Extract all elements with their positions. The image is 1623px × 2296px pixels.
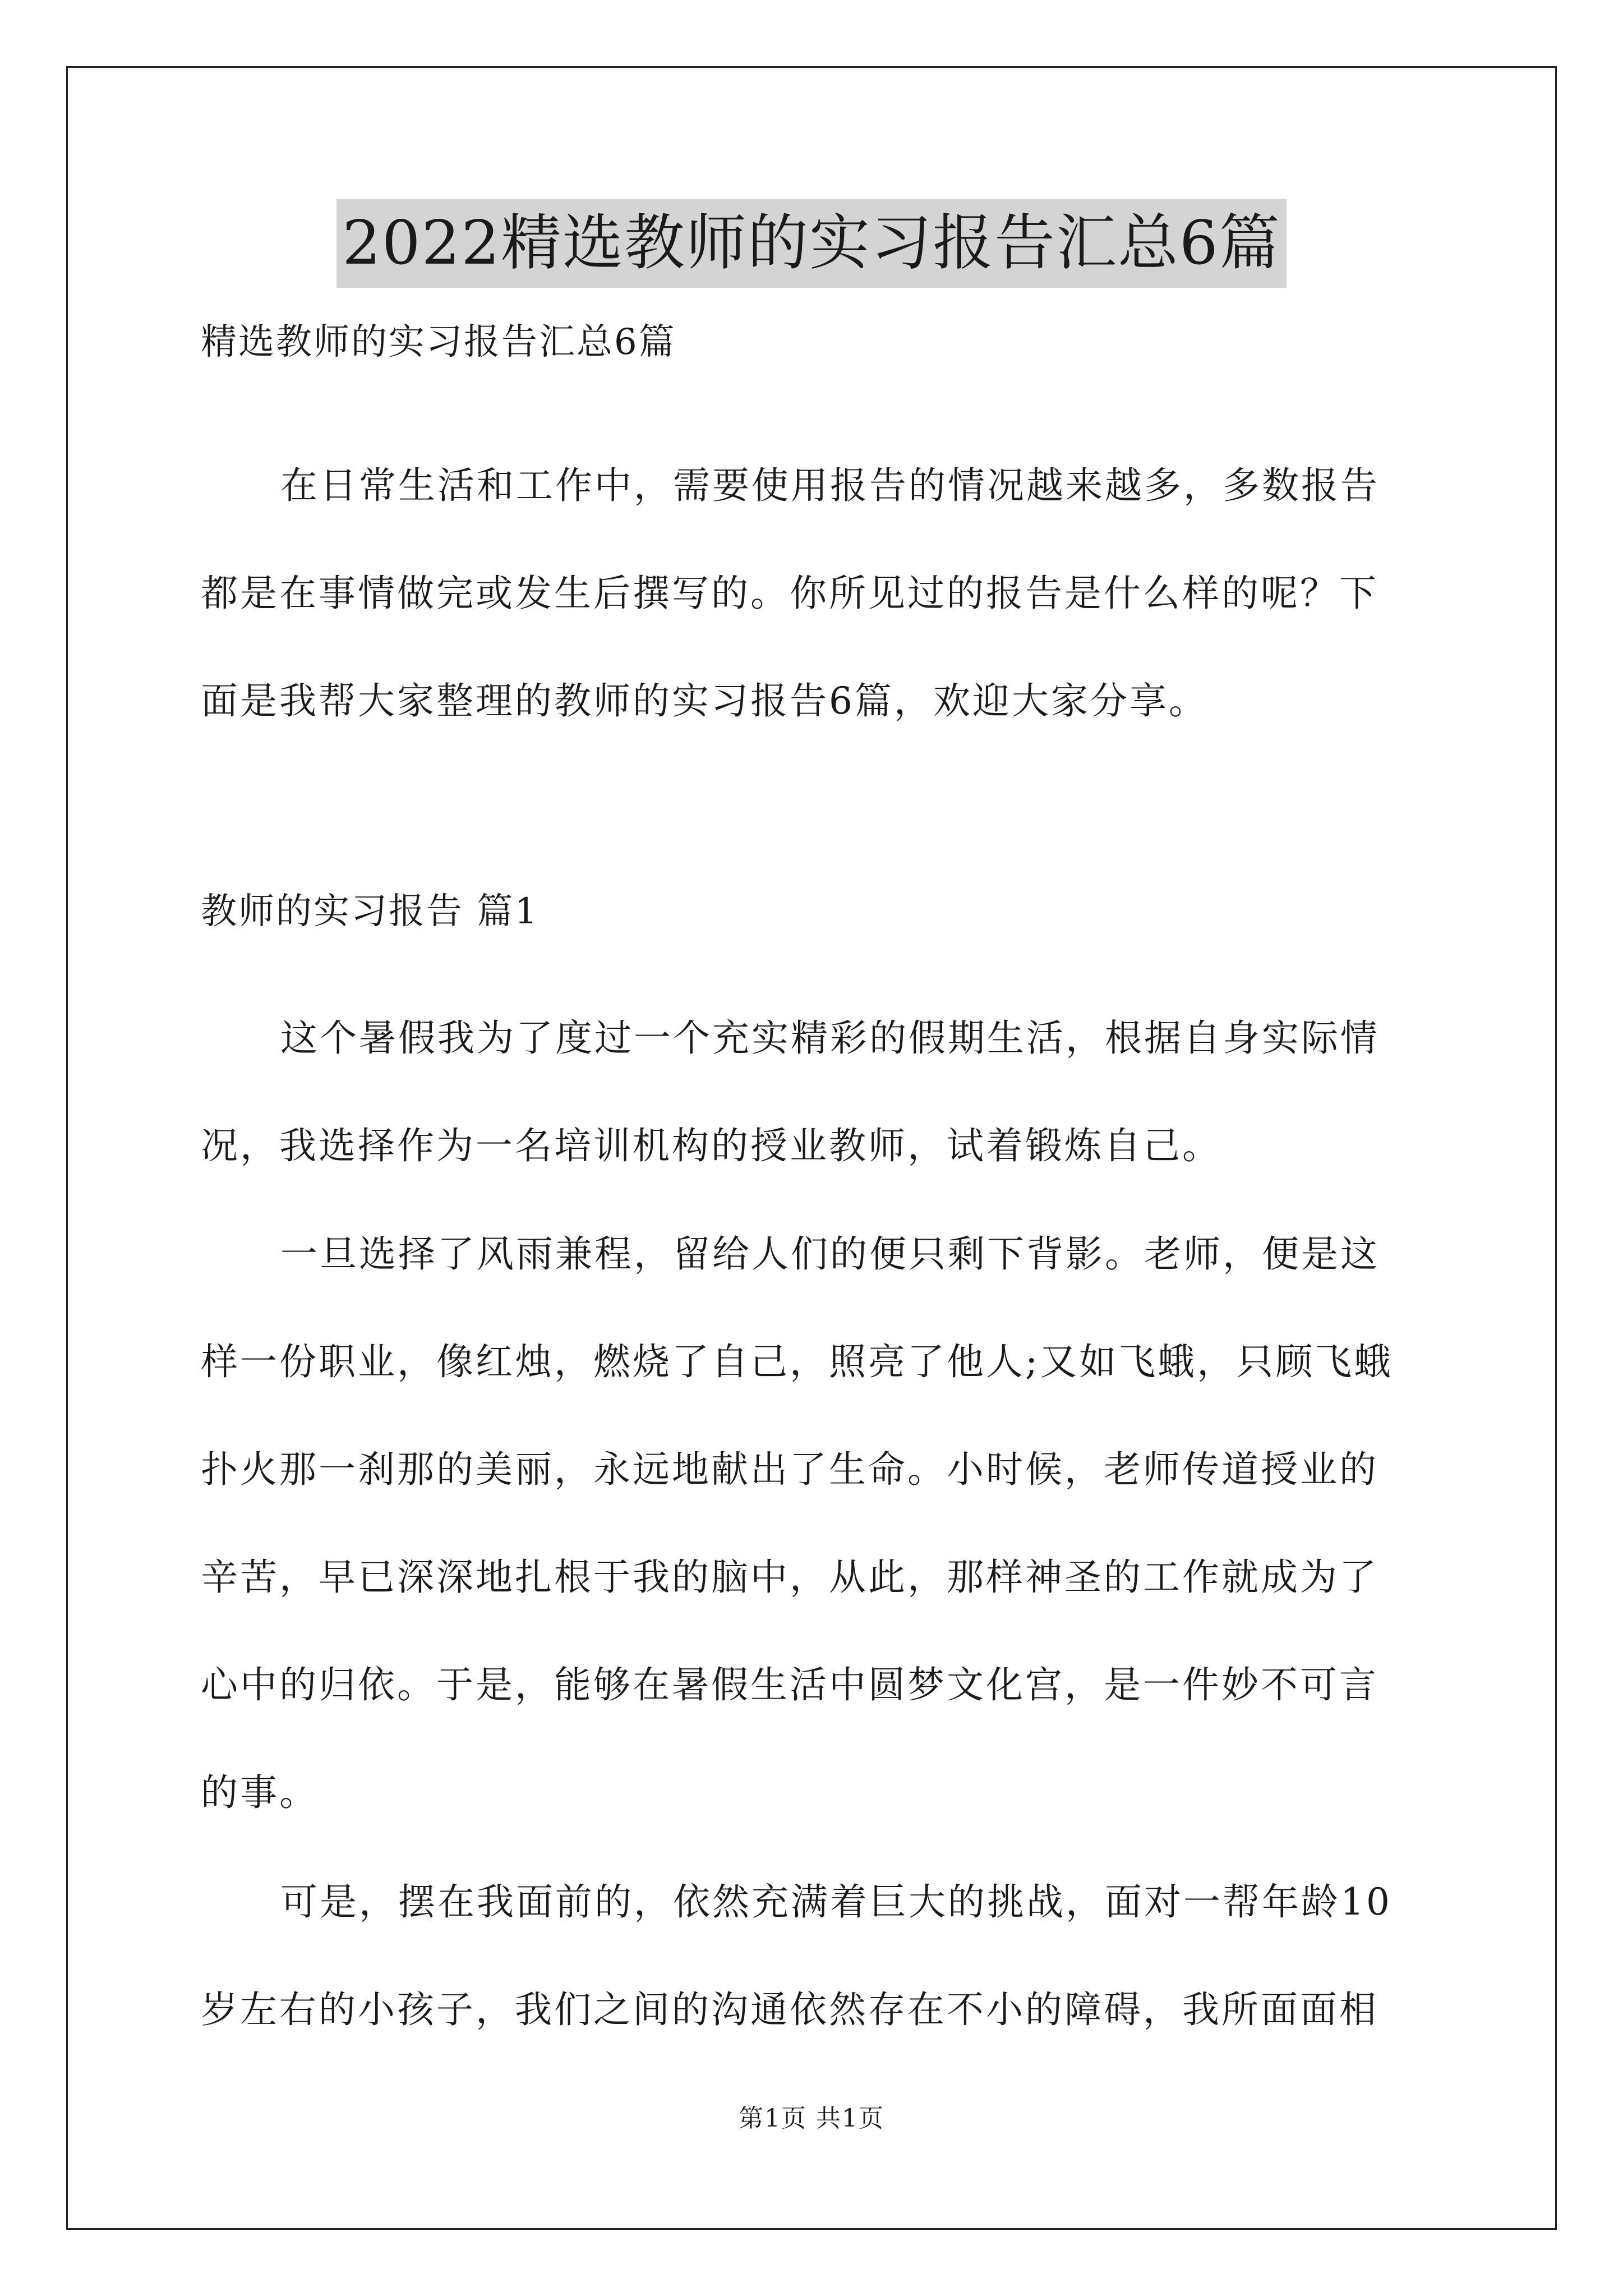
text-line: 可是，摆在我面前的，依然充满着巨大的挑战，面对一帮年龄10 [280, 1880, 1392, 1924]
document-subtitle: 精选教师的实习报告汇总6篇 [201, 321, 676, 363]
text-line: 心中的归依。于是，能够在暑假生活中圆梦文化宫，是一件妙不可言 [201, 1663, 1378, 1706]
text-line: 都是在事情做完或发生后撰写的。你所见过的报告是什么样的呢？下 [201, 572, 1378, 615]
text-line: 辛苦，早已深深地扎根于我的脑中，从此，那样神圣的工作就成为了 [201, 1556, 1378, 1599]
text-line: 岁左右的小孩子，我们之间的沟通依然存在不小的障碍，我所面面相 [201, 1988, 1378, 2031]
document-title: 2022精选教师的实习报告汇总6篇 [336, 199, 1287, 288]
text-line: 的事。 [201, 1771, 319, 1814]
text-line: 况，我选择作为一名培训机构的授业教师，试着锻炼自己。 [201, 1124, 1221, 1167]
intro-paragraph [201, 432, 1429, 755]
text-line: 扑火那一刹那的美丽，永远地献出了生命。小时候，老师传道授业的 [201, 1448, 1378, 1491]
text-line: 样一份职业，像红烛，燃烧了自己，照亮了他人;又如飞蛾，只顾飞蛾 [201, 1340, 1394, 1383]
section-heading: 教师的实习报告 篇1 [201, 891, 540, 932]
paragraph-1 [201, 984, 1429, 1200]
text-line: 这个暑假我为了度过一个充实精彩的假期生活，根据自身实际情 [280, 1016, 1380, 1060]
text-line: 一旦选择了风雨兼程，留给人们的便只剩下背影。老师，便是这 [280, 1232, 1380, 1276]
text-line: 面是我帮大家整理的教师的实习报告6篇，欢迎大家分享。 [201, 679, 1208, 723]
paragraph-2 [201, 1200, 1429, 1847]
text-line: 在日常生活和工作中，需要使用报告的情况越来越多，多数报告 [280, 464, 1380, 507]
page-footer: 第1页 共1页 [739, 2104, 884, 2133]
paragraph-3 [201, 1848, 1429, 2064]
title-container [0, 199, 1623, 288]
